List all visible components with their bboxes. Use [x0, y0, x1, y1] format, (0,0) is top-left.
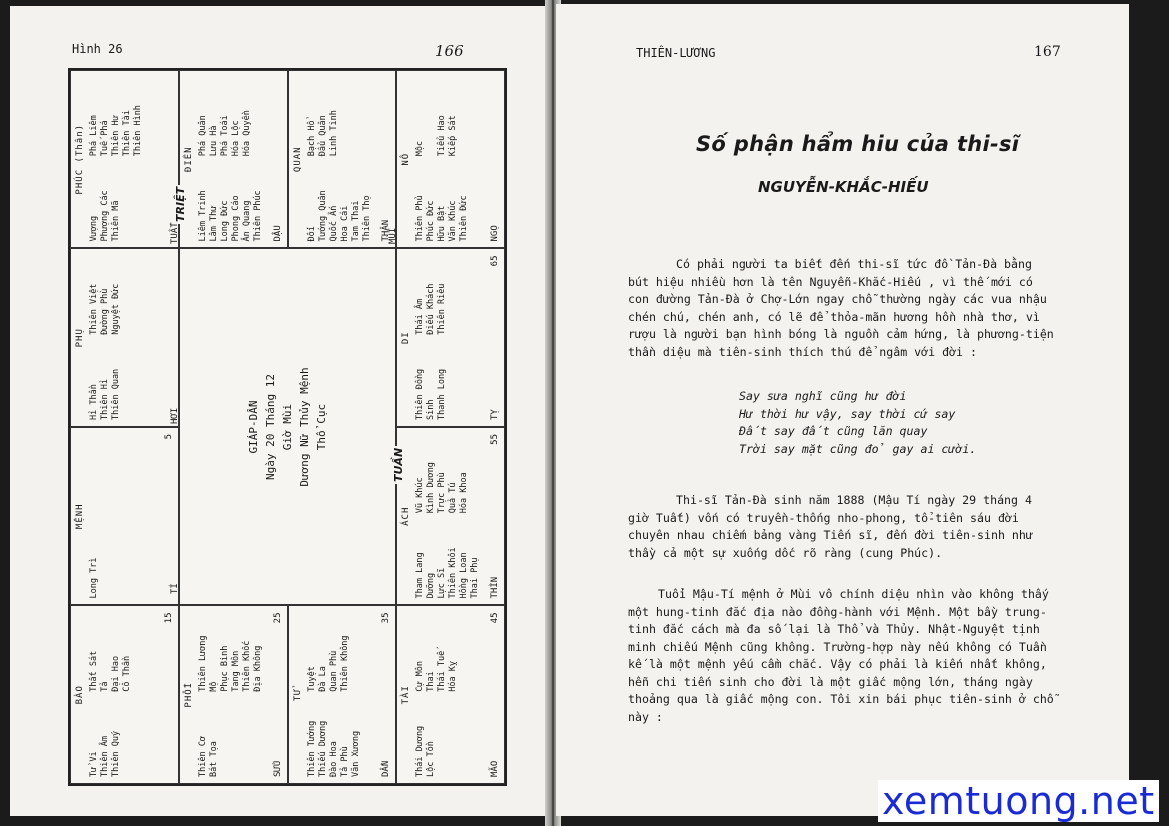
star-name: Phong Cáo: [230, 195, 241, 242]
star-name: [231, 698, 242, 777]
branch-label: DẬU: [272, 225, 283, 242]
palace-title: TÀI: [401, 685, 412, 705]
star-name: Thiếu Dương: [317, 720, 328, 777]
star-name: Thiên Âm: [100, 736, 110, 777]
palace-title: ĐIỀN: [183, 146, 194, 173]
palace-title: MỆNH: [75, 503, 85, 530]
star-name: Dưỡng: [426, 572, 437, 599]
star-name: Tả: [100, 681, 110, 692]
star-name: Tướng Quân: [317, 190, 328, 242]
star-name: Thiên Phủ: [415, 195, 426, 242]
star-name: [351, 77, 362, 156]
star-name: Vượng: [89, 215, 99, 242]
star-name: [351, 613, 362, 692]
age-number: 25: [272, 612, 283, 624]
palace-title: DI: [401, 331, 412, 345]
star-name: Điếu Khách: [426, 283, 437, 335]
star-name: Tuế Phá: [100, 120, 110, 157]
star-name: Lâm Thư: [208, 205, 219, 242]
star-list: [415, 613, 459, 778]
star-list: [307, 77, 373, 242]
star-name: Cự Môn: [415, 661, 426, 692]
poem-line: Hư thời hư vậy, say thời cứ say: [739, 406, 956, 421]
star-name: Tả Phù: [339, 746, 350, 777]
star-name: Thiên Hư: [111, 115, 121, 157]
star-name: Đà La: [317, 666, 328, 692]
site-watermark: xemtuong.net: [878, 780, 1159, 822]
star-name: [362, 77, 373, 156]
right-page-number: 167: [1034, 44, 1061, 60]
star-name: Thiên Riêu: [437, 283, 448, 335]
star-name: Lực Sĩ: [437, 567, 448, 599]
star-name: Tang Môn: [230, 650, 241, 692]
chart-center: [179, 249, 397, 606]
star-name: Thái Tuế: [437, 650, 448, 692]
star-name: [448, 698, 459, 777]
star-name: [459, 77, 470, 156]
horoscope-grid: [68, 68, 507, 786]
age-number: 45: [490, 612, 500, 624]
triet-tag: TRIỆT: [174, 186, 187, 222]
article-title: Số phận hẩm hiu của thi-sĩ: [696, 132, 1020, 156]
star-name: Thiên Tài: [122, 110, 132, 157]
palace-cell: [396, 427, 505, 606]
age-number: 55: [490, 434, 500, 445]
branch-label: MÙI: [388, 227, 398, 244]
palace-cell: [70, 70, 179, 249]
figure-label: Hình 26: [72, 42, 123, 56]
star-name: [470, 434, 481, 513]
star-name: Thái Dương: [415, 725, 426, 777]
star-name: Thai Phụ: [470, 557, 481, 599]
star-name: Phúc Đức: [426, 200, 437, 242]
star-list: [415, 256, 448, 421]
tuan-tag: TUẦN: [392, 447, 405, 482]
star-name: Hữu Bật: [437, 205, 448, 242]
star-name: Thiên Thọ: [361, 195, 372, 242]
center-line: GIÁP-DẦN: [247, 400, 260, 454]
star-name: Linh Tinh: [328, 110, 339, 157]
palace-title: NÔ: [401, 152, 412, 166]
star-name: Nguyệt Đức: [111, 283, 121, 335]
star-name: Hỉ Thần: [89, 384, 99, 420]
star-name: Thất Sát: [89, 650, 99, 692]
paragraph: Tuổi Mậu-Tí mệnh ở Mùi vô chính diệu nhìn vào không thấy một hung-tinh đắc địa nào đồng-hành với Mệnh. Một bầy trung-tinh đắc cách mà đa số lại là Thổ và Thủy. Nhật-Nguyệt tịnh minh chiếu Mệnh cũng không. Trường-hợp này nếu không có Tuần kế là một mệnh yếu cầm chắc. Vậy có phải là kiến nhất không, hễn chi tiến sinh cho đời là một giấc mộng lớn, tháng ngày thoảng qua là giấc mộng con. Tôi xin bái phục tiên-sinh ở chỗ này :: [628, 587, 1054, 724]
star-name: Thai: [426, 671, 437, 692]
star-name: Phá Quân: [197, 115, 208, 157]
star-name: Tử Vi: [89, 751, 99, 777]
star-name: Thiên Khôi: [448, 547, 459, 599]
age-number: 15: [163, 612, 174, 624]
star-name: Đại Hao: [111, 655, 121, 692]
star-name: Thiên Mã: [111, 200, 121, 242]
branch-label: DẦN: [381, 760, 392, 777]
star-name: Đẩu Quân: [317, 115, 328, 157]
star-name: Liêm Trinh: [197, 190, 208, 242]
star-name: Hồng Loan: [459, 552, 470, 599]
star-list: [89, 256, 122, 421]
star-name: Mộc: [415, 140, 426, 157]
palace-cell: [70, 606, 179, 785]
star-name: Thiên Lương: [197, 635, 208, 692]
palace-cell: [70, 249, 179, 428]
star-name: Kình Dương: [426, 462, 437, 514]
star-name: Vũ Khúc: [415, 477, 426, 514]
star-name: Thiên Việt: [89, 283, 99, 335]
star-list: [89, 613, 133, 778]
branch-label: THÌN: [490, 576, 500, 599]
branch-label: TỴ: [490, 409, 500, 420]
star-name: Lưu Hà: [208, 125, 219, 157]
branch-label: TÍ: [170, 583, 180, 594]
palace-cell: [70, 427, 179, 606]
star-name: Thanh Long: [437, 368, 448, 420]
star-name: Thiên Cơ: [197, 736, 208, 777]
star-name: Thiên Tướng: [306, 720, 317, 777]
star-name: Thiên Phúc: [252, 190, 263, 242]
star-name: Phượng Các: [100, 190, 110, 242]
star-list: [198, 613, 264, 778]
star-name: Địa Không: [252, 645, 263, 692]
center-line: Giờ Mùi: [281, 403, 294, 451]
star-name: [122, 162, 133, 241]
star-name: Thiên Quan: [111, 368, 121, 420]
star-name: Hoa Cái: [339, 205, 350, 242]
star-name: Tuyệt: [306, 666, 317, 692]
palace-cell: [179, 70, 288, 249]
star-name: Thiên Đức: [459, 195, 470, 242]
age-number: 5: [163, 434, 174, 440]
palace-title: PHỤ: [75, 328, 85, 348]
poem: [739, 388, 976, 458]
star-list: [89, 434, 100, 599]
star-name: Hóa Quyền: [241, 110, 252, 157]
center-line: Ngày 20 Tháng 12: [264, 374, 277, 480]
star-name: Hóa Khoa: [459, 472, 470, 514]
star-name: [253, 77, 264, 156]
star-name: Trực Phù: [437, 472, 448, 514]
palace-cell: [396, 606, 505, 785]
star-name: Hóa Lộc: [230, 120, 241, 157]
star-name: Phục Binh: [219, 645, 230, 692]
palace-cell: [288, 70, 397, 249]
poem-line: Đất say đất cũng lăn quay: [739, 424, 928, 438]
star-name: [340, 77, 351, 156]
star-name: Thái Âm: [415, 298, 426, 335]
palace-title: QUAN: [292, 146, 303, 173]
poem-line: Trời say mặt cũng đỏ gay ai cười.: [739, 441, 977, 456]
star-name: Thiên Hỉ: [100, 379, 110, 420]
star-name: [89, 434, 100, 513]
palace-cell: [288, 606, 397, 785]
star-name: Hóa Kỵ: [448, 661, 459, 692]
palace-title: BÀO: [75, 685, 85, 705]
branch-label: THÂN: [381, 219, 392, 242]
star-list: [307, 613, 362, 778]
star-name: [253, 698, 264, 777]
star-name: Tiểu Hao: [437, 115, 448, 157]
star-name: Quan Phù: [328, 650, 339, 692]
star-name: Văn Khúc: [448, 200, 459, 242]
star-name: Tam Thai: [350, 200, 361, 242]
palace-title: ÁCH: [401, 506, 412, 526]
star-name: Quốc Ấn: [328, 205, 339, 242]
palace-cell: [179, 606, 288, 785]
star-list: [89, 77, 144, 242]
poem-line: Say sưa nghĩ cũng hư đời: [739, 389, 907, 403]
branch-label: NGỌ: [490, 225, 500, 242]
star-name: [242, 698, 253, 777]
star-name: Sinh: [426, 399, 437, 420]
star-name: Thiên Hình: [133, 105, 143, 157]
star-list: [198, 77, 264, 242]
left-page-number: 166: [435, 42, 464, 60]
palace-title: PHÚC (Thân): [75, 123, 85, 195]
star-name: Đường Phù: [100, 288, 110, 335]
running-header: THIÊN-LƯƠNG: [636, 46, 716, 60]
star-name: Đối: [306, 226, 317, 242]
palace-cell: [396, 249, 505, 428]
star-name: Văn Xương: [350, 730, 361, 777]
star-name: Bạch Hổ: [306, 120, 317, 157]
palace-title: PHỐI: [183, 681, 194, 708]
star-name: Long Đức: [219, 200, 230, 242]
star-name: Lộc Tồn: [426, 741, 437, 777]
star-name: Thiên Khốc: [241, 640, 252, 692]
age-number: 35: [381, 612, 392, 624]
paragraph: Thi-sĩ Tản-Đà sinh năm 1888 (Mậu Tí ngày 29 tháng 4 giờ Tuất) vốn có truyền-thống nho-phong, tổ-tiên sáu đời chuyên nhau chiếm bảng vàng Tiến sĩ, đến đời tiên-sinh như thầy cả một sự xuống dốc rõ ràng (cung Phúc).: [628, 493, 1033, 560]
star-name: Long Trì: [89, 557, 99, 599]
star-name: [133, 162, 144, 241]
star-list: [415, 77, 470, 242]
star-name: Cô Thần: [122, 655, 132, 692]
star-name: Phá Liêm: [89, 115, 99, 157]
paragraph: Có phải người ta biết đến thi-sĩ tức đồ Tản-Đà bằng bút hiệu nhiều hơn là tên Nguyễn-Khắc-Hiếu , vì thế mới có con đường Tản-Đà ở Chợ-Lớn ngay chỗ thường ngày các vua nhậu chén chú, chén anh, có lẽ để thỏa-mãn hương hồn nhà thơ, vì rượu là người bạn hình bóng là nguồn cảm hứng, là phương-tiện thần diệu mà tiên-sinh thích thú để ngâm với đời :: [628, 257, 1054, 359]
center-line: Thổ Cục: [315, 403, 328, 451]
star-name: Thiên Đồng: [415, 368, 426, 420]
star-name: [426, 77, 437, 156]
branch-label: MÃO: [490, 760, 500, 777]
center-line: Dương Nữ Thủy Mệnh: [298, 367, 311, 487]
article-subtitle: NGUYỄN-KHẮC-HIẾU: [758, 178, 929, 196]
star-name: Phá Toái: [219, 115, 230, 157]
star-name: Bát Tọa: [208, 741, 219, 777]
left-page: [10, 6, 552, 816]
star-name: Đào Hoa: [328, 741, 339, 777]
star-name: Mộ: [208, 681, 219, 692]
palace-cell: [396, 70, 505, 249]
star-name: Thiên Quý: [111, 730, 121, 777]
star-list: [415, 434, 481, 599]
branch-label: SỬU: [272, 760, 283, 777]
age-number: 65: [490, 255, 500, 267]
star-name: [220, 698, 231, 777]
star-name: Tham Lang: [415, 552, 426, 599]
branch-label: TUẤT: [170, 222, 180, 244]
palace-title: TỬ: [292, 688, 303, 702]
branch-label: HỢI: [170, 407, 180, 424]
star-name: Quả Tú: [448, 482, 459, 514]
horoscope-chart: [68, 68, 507, 786]
star-name: [122, 698, 133, 777]
star-name: [437, 698, 448, 777]
right-page: [556, 4, 1129, 816]
star-name: Thiên Không: [339, 635, 350, 692]
star-name: Ân Quang: [241, 200, 252, 242]
star-name: Kiếp Sát: [448, 115, 459, 157]
